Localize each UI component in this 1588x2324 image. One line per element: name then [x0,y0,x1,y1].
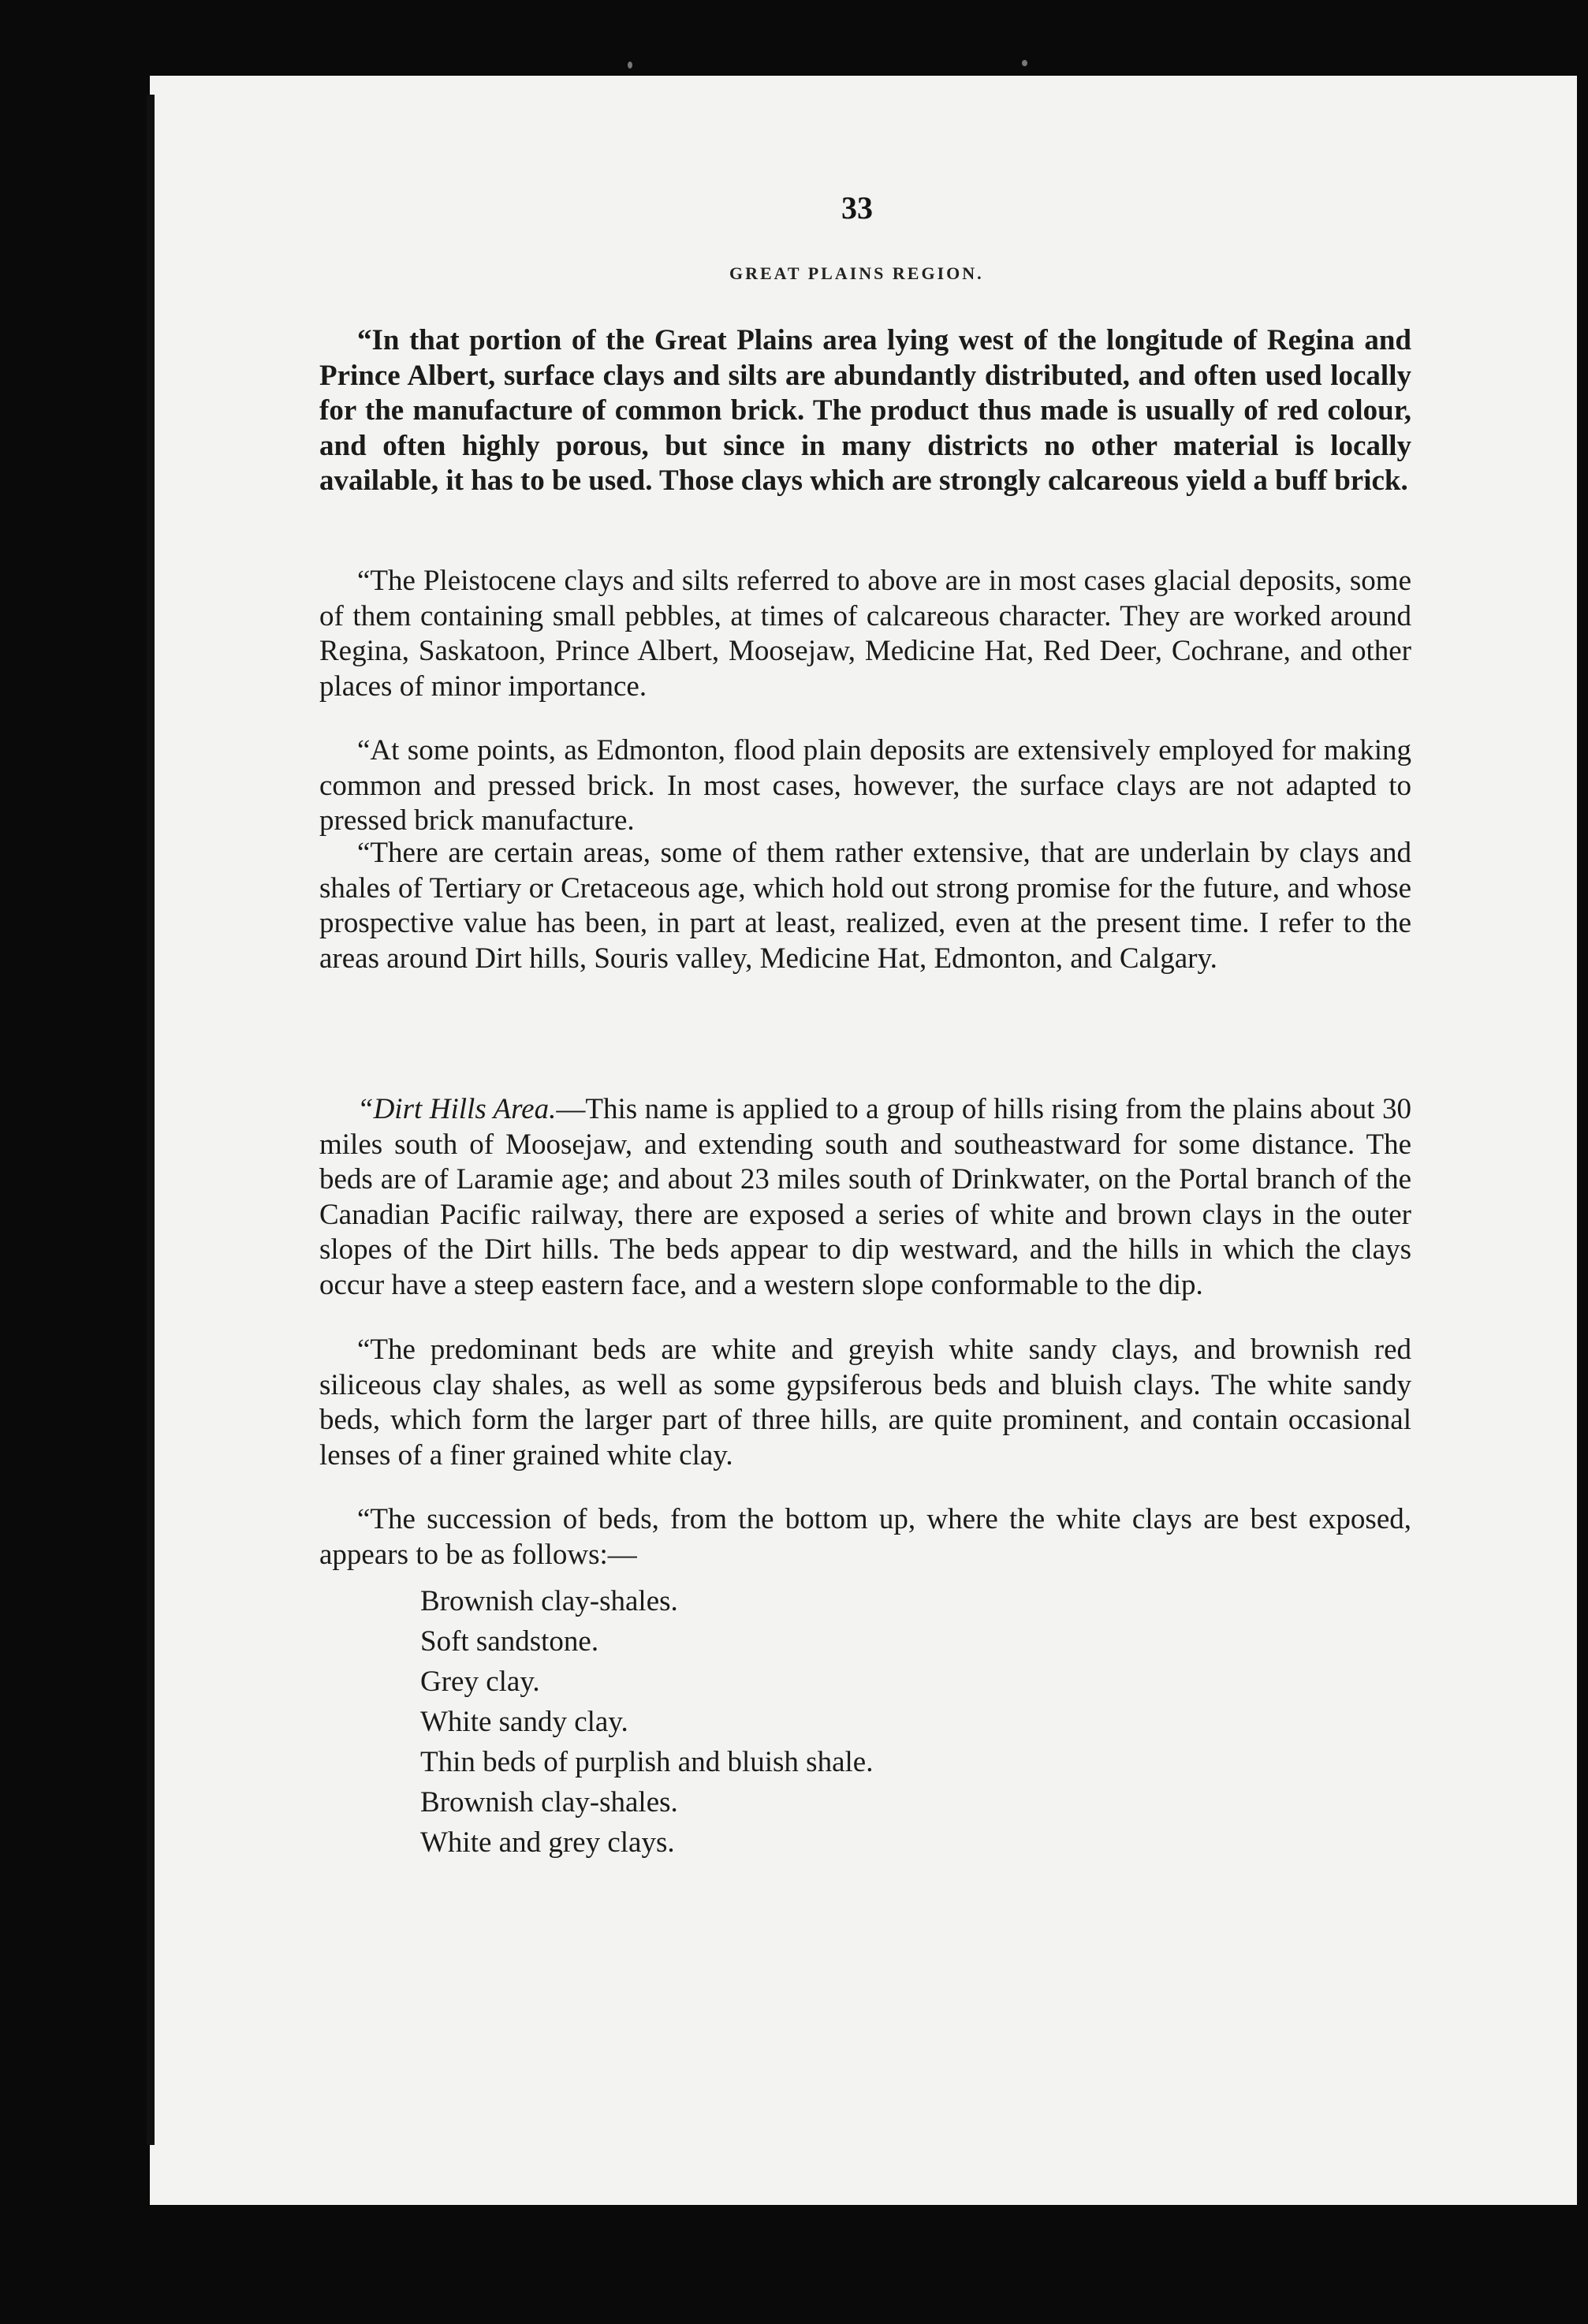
paragraph-4: “There are certain areas, some of them rather extensive, that are underlain by clays and shales of Tertiary or Cretaceous age, which hold out strong promise for the future, and whose prospective value has been, in part at least, realized, even at the present time. I refer to the areas around Dirt hills, Souris valley, Medicine Hat, Edmonton, and Calgary. [319,837,1411,975]
paragraph-1: “In that portion of the Great Plains area lying west of the longitude of Regina and Prince Albert, surface clays and silts are abundantly distributed, and often used locally for the manufacture of common brick. The product thus made is usually of red colour, and often highly porous, but since in many districts no other material is locally available, it has to be used. Those clays which are strongly calcareous yield a buff brick. [319,324,1411,497]
scan-speck [628,62,632,69]
list-item: White and grey clays. [420,1826,675,1859]
dirt-hills-text: —This name is applied to a group of hills rising from the plains about 30 miles south of Moosejaw, and extending south and southeastward for some distance. The beds are of Laramie age; and about 23 miles south of Drinkwater, on the Portal branch of the Canadian Pacific railway, there are exposed a series of white and brown clays in the outer slopes of the Dirt hills. The beds appear to dip westward, and the hills in which the clays occur have a steep eastern face, and a western slope conformable to the dip. [319,1093,1411,1301]
list-item: White sandy clay. [420,1706,628,1738]
scan-speck [1022,60,1027,66]
page-number: 33 [841,190,873,226]
paragraph-predominant-beds: “The predominant beds are white and greyish white sandy clays, and brownish red siliceous clay shales, as well as some gypsiferous beds and bluish clays. The white sandy beds, which form the larger part of three hills, are quite prominent, and contain occasional lenses of a finer grained white clay. [319,1334,1411,1472]
section-header: GREAT PLAINS REGION. [729,263,984,283]
list-item: Grey clay. [420,1666,540,1698]
paragraph-3: “At some points, as Edmonton, flood plain deposits are extensively employed for making common and pressed brick. In most cases, however, the surface clays are not adapted to pressed brick manufacture. [319,734,1411,837]
list-item: Brownish clay-shales. [420,1585,678,1617]
beds-list [420,1581,873,1863]
paragraph-2: “The Pleistocene clays and silts referred to above are in most cases glacial deposits, some of them containing small pebbles, at times of calcareous character. They are worked around Regina, Saskatoon, Prince Albert, Moosejaw, Medicine Hat, Red Deer, Cochrane, and other places of minor importance. [319,565,1411,703]
list-item: Soft sandstone. [420,1625,599,1658]
list-item: Thin beds of purplish and bluish shale. [420,1746,874,1778]
paragraph-dirt-hills [319,1092,1411,1303]
paragraph-succession: “The succession of beds, from the bottom up, where the white clays are best exposed, appears to be as follows:— [319,1503,1411,1571]
dirt-hills-heading: “Dirt Hills Area. [357,1093,557,1125]
binding-edge [147,95,155,2145]
list-item: Brownish clay-shales. [420,1786,678,1819]
